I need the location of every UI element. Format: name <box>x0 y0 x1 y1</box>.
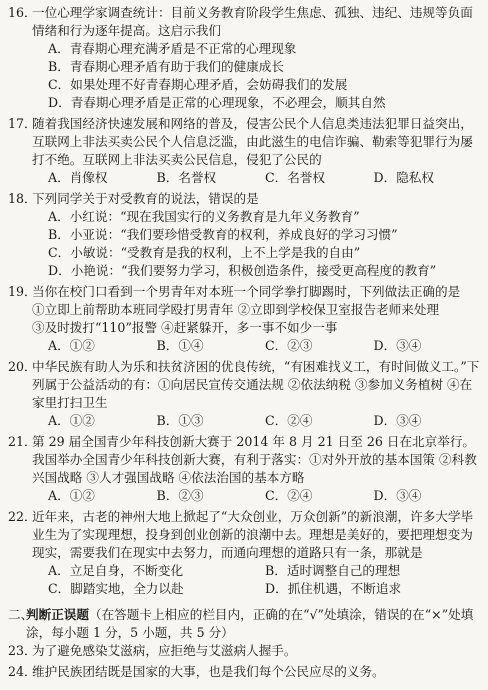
answer-option: D．③④ <box>373 338 422 353</box>
answer-option: A．①② <box>48 413 95 428</box>
answer-options-row <box>32 169 482 187</box>
question-stem: 当你在校门口看到一个男青年对本班一个同学拳打脚踢时，下列做法正确的是 <box>32 284 461 299</box>
question-number: 21． <box>8 434 37 449</box>
question-stem: 一位心理学家调查统计：目前义务教育阶段学生焦虑、孤独、违纪、违规等负面情绪和行为逐年提高。这启示我们 <box>32 5 473 38</box>
question-number: 22． <box>8 509 37 524</box>
section-title: 判断正误题 <box>26 607 89 622</box>
answer-option: A．小红说：“现在我国实行的义务教育是九年义务教育” <box>48 209 360 224</box>
question-stem: 中华民族有助人为乐和扶贫济困的优良传统，“有困难找义工，有时间做义工。”下列属于公益活动的有：①向居民宣传交通法规 ②依法纳税 ③参加义务植树 ④在家里打扫卫生 <box>32 359 480 410</box>
question-number: 17． <box>8 116 37 131</box>
answer-option: D．隐私权 <box>373 170 434 185</box>
question-number: 19． <box>8 284 37 299</box>
answer-option: C．脚踏实地，全力以赴 <box>48 581 184 596</box>
answer-option: D．抓住机遇，不断追求 <box>265 581 402 596</box>
answer-option: A．①② <box>48 488 95 503</box>
question-stem: 下列同学关于对受教育的说法，错误的是 <box>32 191 259 206</box>
answer-option: B．青春期心理矛盾有助于我们的健康成长 <box>48 59 284 74</box>
answer-option: B．①④ <box>156 338 204 353</box>
question-stem: ①立即上前帮助本班同学殴打男青年 ②立即到学校保卫室报告老师来处理 <box>32 302 440 317</box>
answer-option: C．②③ <box>265 338 313 353</box>
exam-page <box>8 4 482 684</box>
question-stem: ③及时拨打“110”报警 ④赶紧躲开，多一事不如少一事 <box>32 320 338 335</box>
answer-option: B．名誉权 <box>156 170 217 185</box>
question-number: 23． <box>8 643 37 658</box>
answer-options-row <box>32 562 482 580</box>
question <box>8 433 482 505</box>
answer-option: C．②④ <box>265 413 313 428</box>
answer-option: C．②④ <box>265 488 313 503</box>
answer-option: B．小亚说：“我们要珍惜受教育的权利，养成良好的学习习惯” <box>48 227 398 242</box>
question <box>8 190 482 280</box>
answer-option: A．立足自身，不断变化 <box>48 563 184 578</box>
answer-options-row <box>32 487 482 505</box>
answer-option: A．青春期心理充满矛盾是不正常的心理现象 <box>48 41 297 56</box>
question-stem: 随着我国经济快速发展和网络的普及，侵害公民个人信息类违法犯罪日益突出，互联网上非法买卖公民个人信息泛滥，由此滋生的电信诈骗、勒索等犯罪行为屡打不绝。互联网上非法买卖公民信息，侵犯了公民的 <box>32 116 473 167</box>
answer-option: A．①② <box>48 338 95 353</box>
answer-option: D．小艳说：“我们要努力学习，积极创造条件，接受更高程度的教育” <box>48 263 437 278</box>
question-number: 20． <box>8 359 37 374</box>
answer-option: C．如果处理不好青春期心理矛盾，会妨碍我们的发展 <box>48 77 348 92</box>
question <box>8 115 482 187</box>
section-header <box>8 606 482 642</box>
answer-option: C．名誉权 <box>265 170 326 185</box>
question-number: 16． <box>8 5 37 20</box>
answer-option: D．③④ <box>373 488 422 503</box>
answer-option: B．①③ <box>156 413 204 428</box>
answer-option: B．②③ <box>156 488 204 503</box>
question <box>8 4 482 112</box>
answer-options-row <box>32 412 482 430</box>
answer-options-row <box>32 580 482 598</box>
question-stem: 近年来，古老的神州大地上掀起了“大众创业，万众创新”的新浪潮，许多大学毕业生为了实现理想，投身到创业创新的浪潮中去。理想是美好的，要把理想变为现实，需要我们在现实中去努力，而通向理想的道路只有一条，那就是 <box>32 509 474 560</box>
question <box>8 358 482 430</box>
section-description: （在答题卡上相应的栏目内，正确的在“√”处填涂，错误的在“×”处填涂，每小题 1 分，5 小题，共 5 分） <box>26 607 474 640</box>
answer-option: D．青春期心理矛盾是正常的心理现象，不必理会，顺其自然 <box>48 95 386 110</box>
question <box>8 283 482 355</box>
answer-option: B．适时调整自己的理想 <box>265 563 401 578</box>
question-stem: 为了避免感染艾滋病，应拒绝与艾滋病人握手。 <box>32 643 297 658</box>
answer-options-row <box>32 337 482 355</box>
question-number: 24． <box>8 664 37 679</box>
question-stem: 第 29 届全国青少年科技创新大赛于 2014 年 8 月 21 日至 26 日在北京举行。我国举办全国青少年科技创新大赛，有利于落实：①对外开放的基本国策 ②科教兴国战略 ③人才强国战略 ④依法治国的基本方略 <box>32 434 477 485</box>
answer-option: A．肖像权 <box>48 170 108 185</box>
question <box>8 508 482 598</box>
answer-option: C．小敏说：“受教育是我的权利，上不上学是我的自由” <box>48 245 361 260</box>
question-number: 18． <box>8 191 37 206</box>
section-number: 二、 <box>8 607 34 622</box>
answer-option: D．③④ <box>373 413 422 428</box>
question-stem: 维护民族团结既是国家的大事，也是我们每个公民应尽的义务。 <box>32 664 385 679</box>
judgment-question <box>8 663 482 681</box>
judgment-question <box>8 642 482 660</box>
